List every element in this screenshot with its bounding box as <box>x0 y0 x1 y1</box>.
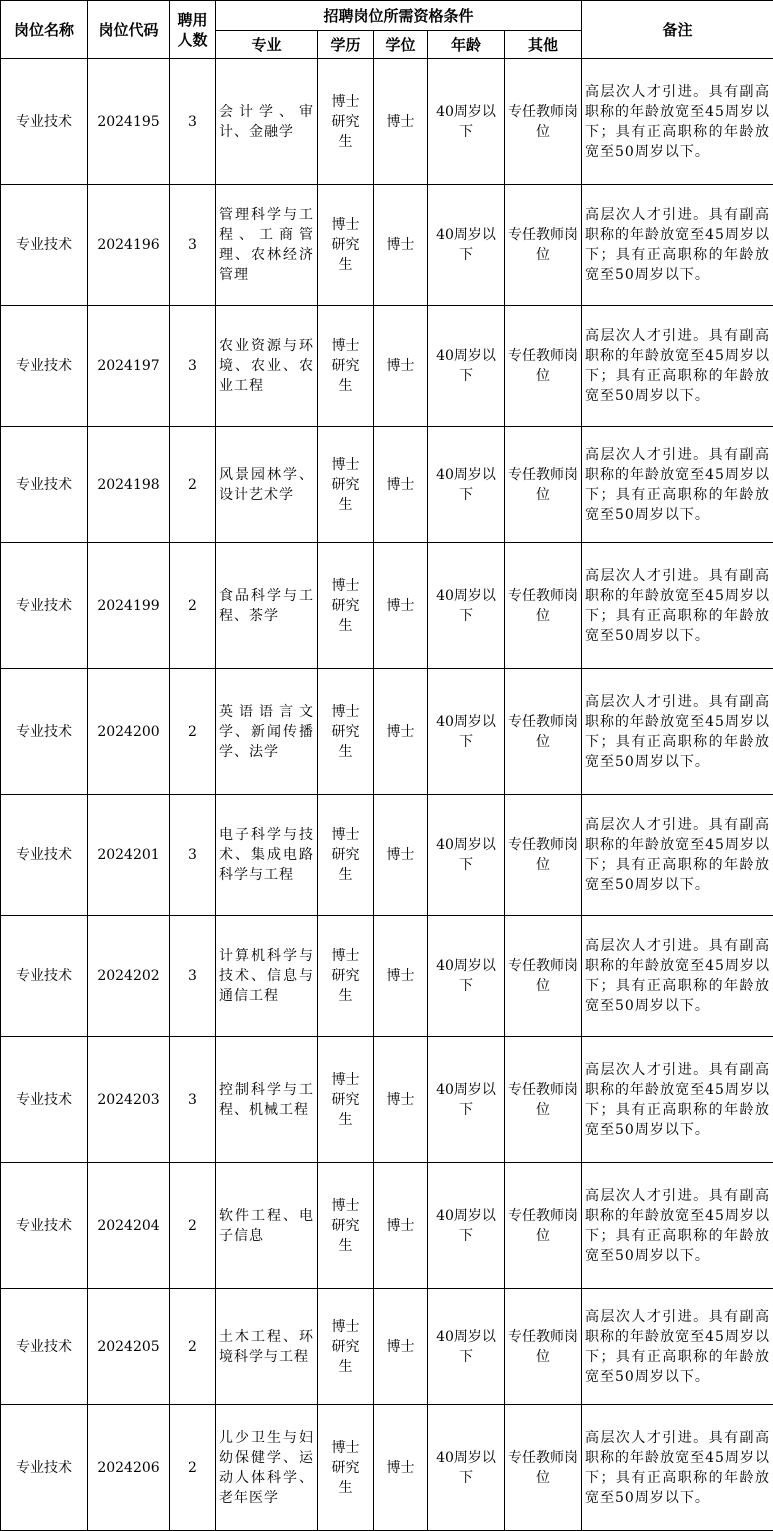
cell-position-name <box>1 669 88 795</box>
cell-age <box>428 306 505 427</box>
cell-other <box>505 59 582 185</box>
cell-major-text: 食品科学与工程、茶学 <box>219 588 314 624</box>
cell-major-text: 管理科学与工程、工商管理、农林经济管理 <box>219 207 314 283</box>
cell-position-name-text: 专业技术 <box>16 847 72 863</box>
cell-education-text: 博士研究生 <box>332 827 360 883</box>
cell-age <box>428 669 505 795</box>
cell-other-text: 专任教师岗位 <box>508 1450 578 1486</box>
table-row <box>1 185 773 306</box>
cell-remark-text: 高层次人才引进。具有副高职称的年龄放宽至45周岁以下；具有正高职称的年龄放宽至50周岁以下。 <box>585 1309 770 1385</box>
cell-position-name <box>1 1289 88 1405</box>
cell-major <box>216 1405 318 1531</box>
cell-age <box>428 1405 505 1531</box>
cell-position-name-text: 专业技术 <box>16 1460 72 1476</box>
cell-position-code <box>88 543 170 669</box>
table-row <box>1 1037 773 1163</box>
cell-degree <box>374 1289 428 1405</box>
cell-position-name-text: 专业技术 <box>16 1339 72 1355</box>
cell-age-text: 40周岁以下 <box>436 1329 496 1365</box>
cell-hire-count <box>170 916 216 1037</box>
cell-position-name <box>1 795 88 916</box>
cell-degree <box>374 1037 428 1163</box>
cell-degree-text: 博士 <box>387 477 415 493</box>
cell-hire-count <box>170 543 216 669</box>
cell-position-name <box>1 306 88 427</box>
header-other: 其他 <box>505 31 582 59</box>
cell-major <box>216 1289 318 1405</box>
cell-major-text: 计算机科学与技术、信息与通信工程 <box>219 948 314 1004</box>
cell-position-code-text: 2024201 <box>97 847 159 863</box>
cell-remark-text: 高层次人才引进。具有副高职称的年龄放宽至45周岁以下；具有正高职称的年龄放宽至50周岁以下。 <box>585 938 770 1014</box>
cell-degree <box>374 1405 428 1531</box>
cell-age <box>428 1289 505 1405</box>
cell-remark <box>582 306 773 427</box>
cell-position-name-text: 专业技术 <box>16 114 72 130</box>
cell-position-code-text: 2024199 <box>97 598 159 614</box>
table-row <box>1 795 773 916</box>
cell-position-code-text: 2024195 <box>97 114 159 130</box>
cell-position-code <box>88 669 170 795</box>
cell-major-text: 会计学、审计、金融学 <box>219 104 314 140</box>
cell-position-code <box>88 1163 170 1289</box>
cell-education-text: 博士研究生 <box>332 1198 360 1254</box>
cell-hire-count-text: 3 <box>188 968 197 984</box>
cell-age-text: 40周岁以下 <box>436 104 496 140</box>
cell-hire-count-text: 2 <box>188 598 197 614</box>
cell-remark-text: 高层次人才引进。具有副高职称的年龄放宽至45周岁以下；具有正高职称的年龄放宽至50周岁以下。 <box>585 1430 770 1506</box>
cell-education <box>318 1163 374 1289</box>
cell-remark <box>582 916 773 1037</box>
cell-hire-count <box>170 59 216 185</box>
cell-remark <box>582 795 773 916</box>
cell-hire-count <box>170 185 216 306</box>
cell-position-name-text: 专业技术 <box>16 598 72 614</box>
cell-major-text: 土木工程、环境科学与工程 <box>219 1329 314 1365</box>
cell-hire-count-text: 3 <box>188 847 197 863</box>
cell-age-text: 40周岁以下 <box>436 714 496 750</box>
cell-hire-count-text: 3 <box>188 114 197 130</box>
cell-education <box>318 427 374 543</box>
cell-education <box>318 669 374 795</box>
cell-degree <box>374 795 428 916</box>
cell-remark <box>582 1037 773 1163</box>
cell-education-text: 博士研究生 <box>332 948 360 1004</box>
cell-remark <box>582 669 773 795</box>
header-qualifications: 招聘岗位所需资格条件 <box>216 1 582 31</box>
cell-major-text: 儿少卫生与妇幼保健学、运动人体科学、老年医学 <box>219 1430 314 1506</box>
cell-position-code <box>88 1289 170 1405</box>
cell-degree <box>374 306 428 427</box>
header-remark: 备注 <box>582 1 773 59</box>
cell-education-text: 博士研究生 <box>332 217 360 273</box>
cell-major-text: 控制科学与工程、机械工程 <box>219 1082 314 1118</box>
cell-education-text: 博士研究生 <box>332 1072 360 1128</box>
table-row <box>1 1405 773 1531</box>
table-row <box>1 59 773 185</box>
cell-education <box>318 916 374 1037</box>
cell-education <box>318 543 374 669</box>
cell-position-name-text: 专业技术 <box>16 1092 72 1108</box>
cell-position-code-text: 2024198 <box>97 477 159 493</box>
cell-major <box>216 306 318 427</box>
cell-education-text: 博士研究生 <box>332 338 360 394</box>
cell-hire-count-text: 3 <box>188 1092 197 1108</box>
cell-education <box>318 795 374 916</box>
cell-education <box>318 1289 374 1405</box>
cell-other <box>505 427 582 543</box>
cell-position-code-text: 2024205 <box>97 1339 159 1355</box>
table-row <box>1 916 773 1037</box>
cell-other <box>505 669 582 795</box>
table-body <box>1 59 773 1531</box>
cell-other <box>505 916 582 1037</box>
table-row <box>1 306 773 427</box>
cell-other-text: 专任教师岗位 <box>508 1082 578 1118</box>
cell-remark-text: 高层次人才引进。具有副高职称的年龄放宽至45周岁以下；具有正高职称的年龄放宽至50周岁以下。 <box>585 568 770 644</box>
cell-age-text: 40周岁以下 <box>436 467 496 503</box>
cell-other <box>505 185 582 306</box>
cell-degree-text: 博士 <box>387 598 415 614</box>
cell-degree-text: 博士 <box>387 237 415 253</box>
cell-major <box>216 543 318 669</box>
cell-hire-count <box>170 1405 216 1531</box>
cell-other-text: 专任教师岗位 <box>508 837 578 873</box>
cell-position-code <box>88 427 170 543</box>
cell-position-name <box>1 1405 88 1531</box>
cell-other-text: 专任教师岗位 <box>508 227 578 263</box>
header-degree: 学位 <box>374 31 428 59</box>
cell-degree <box>374 543 428 669</box>
cell-degree <box>374 916 428 1037</box>
cell-position-name-text: 专业技术 <box>16 724 72 740</box>
cell-hire-count <box>170 1163 216 1289</box>
cell-position-code-text: 2024200 <box>97 724 159 740</box>
cell-position-name-text: 专业技术 <box>16 358 72 374</box>
cell-age-text: 40周岁以下 <box>436 588 496 624</box>
cell-other <box>505 1037 582 1163</box>
cell-remark-text: 高层次人才引进。具有副高职称的年龄放宽至45周岁以下；具有正高职称的年龄放宽至50周岁以下。 <box>585 817 770 893</box>
cell-degree-text: 博士 <box>387 847 415 863</box>
cell-major <box>216 185 318 306</box>
cell-position-code-text: 2024206 <box>97 1460 159 1476</box>
cell-other <box>505 1405 582 1531</box>
cell-position-name <box>1 59 88 185</box>
cell-education <box>318 59 374 185</box>
cell-remark-text: 高层次人才引进。具有副高职称的年龄放宽至45周岁以下；具有正高职称的年龄放宽至50周岁以下。 <box>585 694 770 770</box>
cell-position-code <box>88 916 170 1037</box>
cell-hire-count <box>170 427 216 543</box>
header-position-name: 岗位名称 <box>1 1 88 59</box>
cell-age <box>428 185 505 306</box>
cell-age <box>428 795 505 916</box>
cell-position-code <box>88 306 170 427</box>
cell-other-text: 专任教师岗位 <box>508 1329 578 1365</box>
cell-position-name <box>1 427 88 543</box>
cell-remark <box>582 1405 773 1531</box>
cell-education-text: 博士研究生 <box>332 1440 360 1496</box>
cell-education-text: 博士研究生 <box>332 578 360 634</box>
cell-major <box>216 1163 318 1289</box>
cell-other-text: 专任教师岗位 <box>508 104 578 140</box>
cell-hire-count <box>170 306 216 427</box>
cell-major <box>216 59 318 185</box>
cell-major-text: 电子科学与技术、集成电路科学与工程 <box>219 827 314 883</box>
cell-major-text: 农业资源与环境、农业、农业工程 <box>219 338 314 394</box>
cell-remark-text: 高层次人才引进。具有副高职称的年龄放宽至45周岁以下；具有正高职称的年龄放宽至50周岁以下。 <box>585 328 770 404</box>
cell-education-text: 博士研究生 <box>332 704 360 760</box>
cell-age-text: 40周岁以下 <box>436 227 496 263</box>
cell-education-text: 博士研究生 <box>332 94 360 150</box>
cell-education-text: 博士研究生 <box>332 1319 360 1375</box>
cell-position-name-text: 专业技术 <box>16 477 72 493</box>
cell-position-name <box>1 543 88 669</box>
cell-major <box>216 916 318 1037</box>
cell-remark <box>582 59 773 185</box>
cell-major-text: 软件工程、电子信息 <box>219 1208 314 1244</box>
cell-degree <box>374 427 428 543</box>
cell-degree-text: 博士 <box>387 1092 415 1108</box>
cell-degree-text: 博士 <box>387 1218 415 1234</box>
table-row <box>1 669 773 795</box>
cell-other <box>505 306 582 427</box>
cell-position-code <box>88 1037 170 1163</box>
cell-degree <box>374 669 428 795</box>
cell-degree-text: 博士 <box>387 358 415 374</box>
cell-remark-text: 高层次人才引进。具有副高职称的年龄放宽至45周岁以下；具有正高职称的年龄放宽至50周岁以下。 <box>585 207 770 283</box>
cell-remark-text: 高层次人才引进。具有副高职称的年龄放宽至45周岁以下；具有正高职称的年龄放宽至50周岁以下。 <box>585 1188 770 1264</box>
cell-remark <box>582 427 773 543</box>
cell-age-text: 40周岁以下 <box>436 348 496 384</box>
cell-position-code <box>88 185 170 306</box>
cell-position-code-text: 2024202 <box>97 968 159 984</box>
cell-education <box>318 185 374 306</box>
cell-age-text: 40周岁以下 <box>436 837 496 873</box>
cell-hire-count-text: 3 <box>188 358 197 374</box>
cell-age-text: 40周岁以下 <box>436 1082 496 1118</box>
cell-position-name-text: 专业技术 <box>16 237 72 253</box>
cell-major <box>216 427 318 543</box>
cell-remark-text: 高层次人才引进。具有副高职称的年龄放宽至45周岁以下；具有正高职称的年龄放宽至50周岁以下。 <box>585 84 770 160</box>
header-education: 学历 <box>318 31 374 59</box>
cell-age <box>428 1163 505 1289</box>
cell-major <box>216 1037 318 1163</box>
cell-other <box>505 1289 582 1405</box>
cell-hire-count-text: 2 <box>188 1218 197 1234</box>
cell-age <box>428 1037 505 1163</box>
table-row <box>1 427 773 543</box>
cell-degree-text: 博士 <box>387 1339 415 1355</box>
cell-remark <box>582 1289 773 1405</box>
cell-age <box>428 543 505 669</box>
cell-position-name-text: 专业技术 <box>16 968 72 984</box>
cell-hire-count <box>170 1289 216 1405</box>
cell-remark <box>582 543 773 669</box>
cell-degree <box>374 185 428 306</box>
cell-hire-count-text: 2 <box>188 724 197 740</box>
cell-other-text: 专任教师岗位 <box>508 714 578 750</box>
cell-hire-count-text: 2 <box>188 477 197 493</box>
cell-other-text: 专任教师岗位 <box>508 958 578 994</box>
cell-hire-count <box>170 795 216 916</box>
cell-other-text: 专任教师岗位 <box>508 348 578 384</box>
cell-position-code-text: 2024196 <box>97 237 159 253</box>
cell-hire-count-text: 2 <box>188 1460 197 1476</box>
cell-education-text: 博士研究生 <box>332 457 360 513</box>
cell-position-code-text: 2024204 <box>97 1218 159 1234</box>
cell-remark <box>582 1163 773 1289</box>
cell-remark-text: 高层次人才引进。具有副高职称的年龄放宽至45周岁以下；具有正高职称的年龄放宽至50周岁以下。 <box>585 1062 770 1138</box>
cell-major <box>216 795 318 916</box>
cell-other <box>505 1163 582 1289</box>
cell-degree-text: 博士 <box>387 968 415 984</box>
header-hire-count: 聘用人数 <box>170 1 216 59</box>
cell-degree <box>374 1163 428 1289</box>
header-position-code: 岗位代码 <box>88 1 170 59</box>
cell-major-text: 风景园林学、设计艺术学 <box>219 467 314 503</box>
header-major: 专业 <box>216 31 318 59</box>
cell-position-name <box>1 916 88 1037</box>
cell-remark-text: 高层次人才引进。具有副高职称的年龄放宽至45周岁以下；具有正高职称的年龄放宽至50周岁以下。 <box>585 447 770 523</box>
cell-other <box>505 543 582 669</box>
cell-degree-text: 博士 <box>387 1460 415 1476</box>
cell-hire-count-text: 3 <box>188 237 197 253</box>
header-age: 年龄 <box>428 31 505 59</box>
cell-degree-text: 博士 <box>387 724 415 740</box>
cell-position-name <box>1 1163 88 1289</box>
cell-education <box>318 1037 374 1163</box>
cell-age <box>428 427 505 543</box>
cell-position-name <box>1 1037 88 1163</box>
cell-education <box>318 306 374 427</box>
cell-position-code <box>88 1405 170 1531</box>
cell-major-text: 英语语言文学、新闻传播学、法学 <box>219 704 314 760</box>
cell-other <box>505 795 582 916</box>
cell-hire-count <box>170 1037 216 1163</box>
cell-age <box>428 59 505 185</box>
cell-other-text: 专任教师岗位 <box>508 1208 578 1244</box>
table-row <box>1 543 773 669</box>
cell-degree-text: 博士 <box>387 114 415 130</box>
cell-other-text: 专任教师岗位 <box>508 467 578 503</box>
cell-position-name <box>1 185 88 306</box>
cell-position-code <box>88 59 170 185</box>
cell-age-text: 40周岁以下 <box>436 1450 496 1486</box>
cell-other-text: 专任教师岗位 <box>508 588 578 624</box>
cell-position-code <box>88 795 170 916</box>
table-row <box>1 1289 773 1405</box>
cell-age-text: 40周岁以下 <box>436 1208 496 1244</box>
cell-degree <box>374 59 428 185</box>
cell-age <box>428 916 505 1037</box>
cell-age-text: 40周岁以下 <box>436 958 496 994</box>
cell-hire-count <box>170 669 216 795</box>
cell-position-code-text: 2024203 <box>97 1092 159 1108</box>
cell-hire-count-text: 2 <box>188 1339 197 1355</box>
cell-position-name-text: 专业技术 <box>16 1218 72 1234</box>
cell-remark <box>582 185 773 306</box>
cell-position-code-text: 2024197 <box>97 358 159 374</box>
table-row <box>1 1163 773 1289</box>
cell-major <box>216 669 318 795</box>
cell-education <box>318 1405 374 1531</box>
